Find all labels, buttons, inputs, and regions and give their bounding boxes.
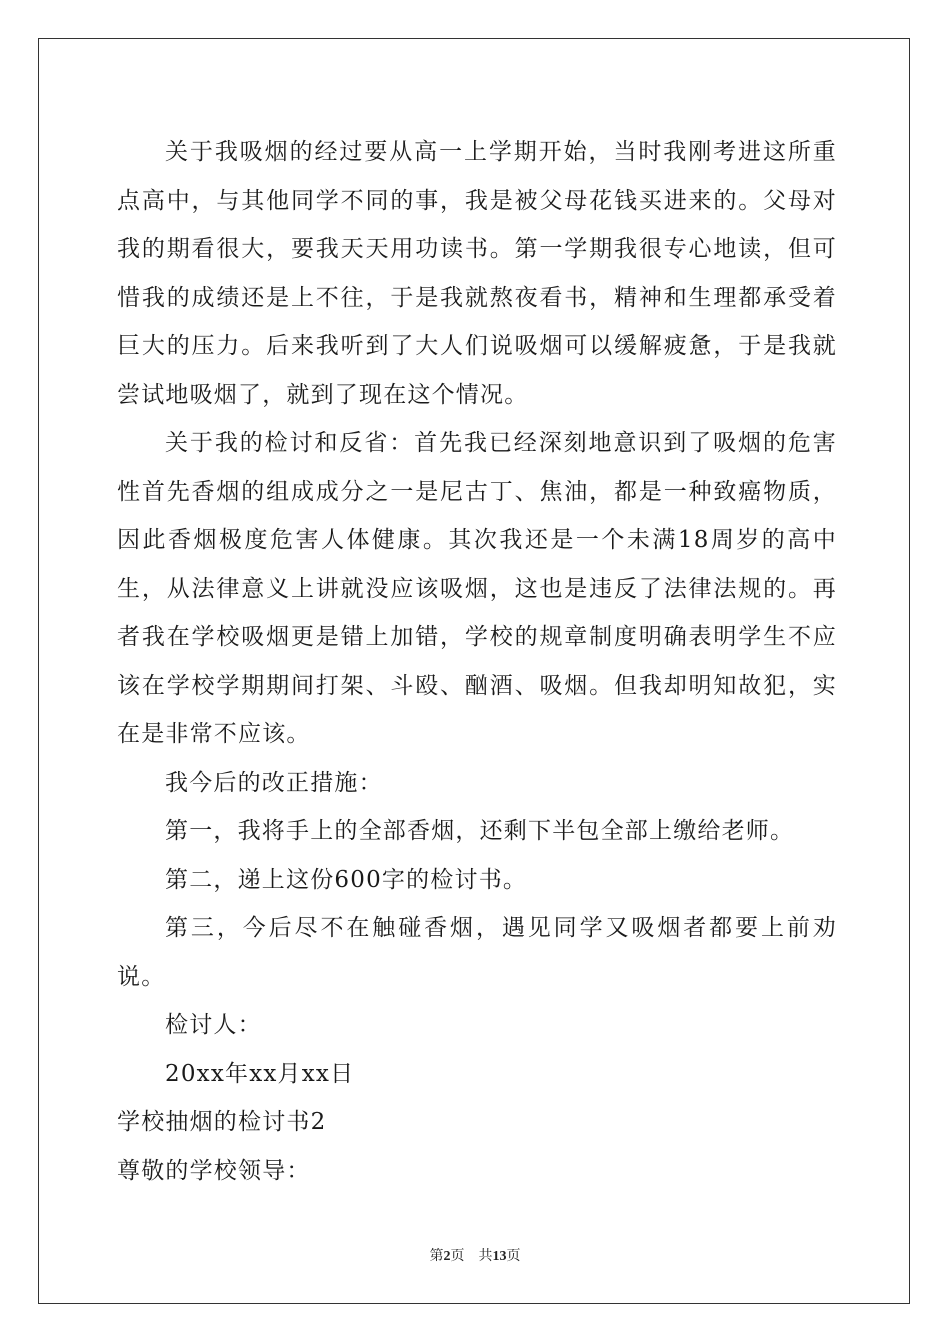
salutation: 尊敬的学校领导： — [117, 1157, 311, 1184]
paragraph-reflection: 关于我的检讨和反省：首先我已经深刻地意识到了吸烟的危害性首先香烟的组成成分之一是尼古丁、焦油，都是一种致癌物质，因此香烟极度危害人体健康。其次我还是一个未满18周岁的高中生，从法律意义上讲就没应该吸烟，这也是违反了法律法规的。再者我在学校吸烟更是错上加错，学校的规章制度明确表明学生不应该在学校学期期间打架、斗殴、酗酒、吸烟。但我却明知故犯，实在是非常不应该。 — [117, 430, 837, 747]
footer-total-prefix: 共 — [478, 1249, 493, 1264]
paragraph-measures-heading: 我今后的改正措施： — [165, 769, 383, 796]
signature-line: 检讨人： — [165, 1012, 262, 1038]
paragraph-measure-1: 第一，我将手上的全部香烟，还剩下半包全部上缴给老师。 — [165, 818, 795, 844]
paragraph-measure-3: 第三，今后尽不在触碰香烟，遇见同学又吸烟者都要上前劝说。 — [117, 915, 837, 990]
section-title: 学校抽烟的检讨书2 — [117, 1109, 327, 1135]
footer-page-number: 2 — [443, 1249, 451, 1264]
document-body — [117, 128, 837, 1195]
paragraph-measure-2: 第二，递上这份600字的检讨书。 — [165, 866, 528, 893]
paragraph-smoking-history: 关于我吸烟的经过要从高一上学期开始，当时我刚考进这所重点高中，与其他同学不同的事，我是被父母花钱买进来的。父母对我的期看很大，要我天天用功读书。第一学期我很专心地读，但可惜我的成绩还是上不往，于是我就熬夜看书，精神和生理都承受着巨大的压力。后来我听到了大人们说吸烟可以缓解疲惫，于是我就尝试地吸烟了，就到了现在这个情况。 — [117, 139, 837, 408]
footer-page-prefix: 第 — [429, 1249, 444, 1264]
footer-total-suffix: 页 — [506, 1249, 521, 1264]
footer-page-suffix: 页 — [450, 1249, 465, 1264]
date-line: 20xx年xx月xx日 — [165, 1060, 355, 1087]
page-footer — [0, 1248, 950, 1266]
footer-total-pages: 13 — [492, 1249, 507, 1264]
